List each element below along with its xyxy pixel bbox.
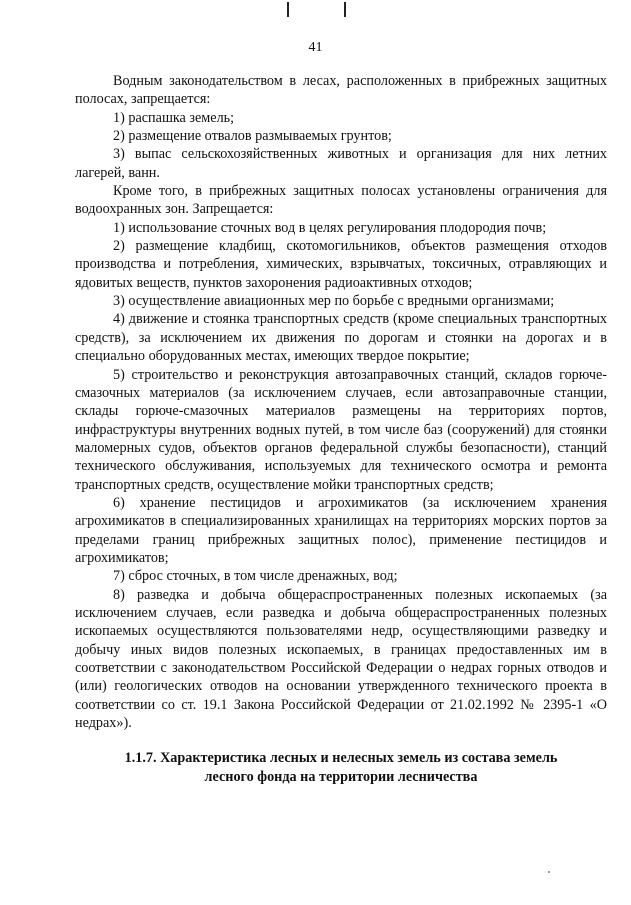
list-item: 8) разведка и добыча общераспространенных полезных ископаемых (за исключением случаев, если разведка и добыча общераспространенных полезных ископаемых осуществляются пользователями недр, осуществляющими разведку и добычу иных видов полезных ископаемых, в границах предоставленных им в соответствии с законодательством Российской Федерации о недрах горных отводов и (или) геологических отводов на основании утвержденного технического проекта в соответствии со ст. 19.1 Закона Российской Федерации от 21.02.1992 № 2395-1 «О недрах»).: [75, 586, 607, 732]
list-item: 2) размещение кладбищ, скотомогильников, объектов размещения отходов производства и потребления, химических, взрывчатых, токсичных, отравляющих и ядовитых веществ, пунктов захоронения радиоактивных отходов;: [75, 238, 607, 291]
document-body: [75, 72, 607, 732]
list-item: 7) сброс сточных, в том числе дренажных, вод;: [113, 568, 398, 585]
scan-mark-right: [344, 2, 346, 17]
section-heading-line-2: лесного фонда на территории лесничества: [204, 768, 478, 785]
list-item: 3) осуществление авиационных мер по борьбе с вредными организмами;: [113, 293, 555, 310]
list-item: 6) хранение пестицидов и агрохимикатов (за исключением хранения агрохимикатов в специализированных хранилищах на территориях морских портов за пределами границ прибрежных защитных полос), применение пестицидов и агрохимикатов;: [75, 494, 607, 566]
scan-mark-left: [287, 2, 289, 17]
list-item: 1) распашка земель;: [113, 109, 235, 126]
paragraph-restrictions: Кроме того, в прибрежных защитных полосах установлены ограничения для водоохранных зон. Запрещается:: [75, 183, 607, 218]
page-number: 41: [308, 40, 323, 55]
paragraph-intro: Водным законодательством в лесах, расположенных в прибрежных защитных полосах, запрещается:: [75, 73, 607, 108]
section-heading-line-1: 1.1.7. Характеристика лесных и нелесных земель из состава земель: [124, 750, 558, 766]
list-item: 2) размещение отвалов размываемых грунтов;: [113, 128, 392, 145]
scan-speck: [548, 871, 550, 873]
list-item: 4) движение и стоянка транспортных средств (кроме специальных транспортных средств), за исключением их движения по дорогам и стоянки на дорогах и в специально оборудованных местах, имеющих твердое покрытие;: [75, 311, 607, 365]
list-item: 5) строительство и реконструкция автозаправочных станций, складов горюче-смазочных материалов (за исключением случаев, если автозаправочные станции, склады горюче-смазочных материалов размещены на территориях портов, инфраструктуры внутренних водных путей, в том числе баз (сооружений) для стоянки маломерных судов, объектов органов федеральной службы безопасности), станций технического обслуживания, используемых для технического осмотра и ремонта транспортных средств, осуществление мойки транспортных средств;: [75, 366, 607, 493]
list-item: 3) выпас сельскохозяйственных животных и организация для них летних лагерей, ванн.: [75, 146, 607, 181]
list-item: 1) использование сточных вод в целях регулирования плодородия почв;: [113, 219, 547, 236]
section-heading: [75, 749, 607, 786]
